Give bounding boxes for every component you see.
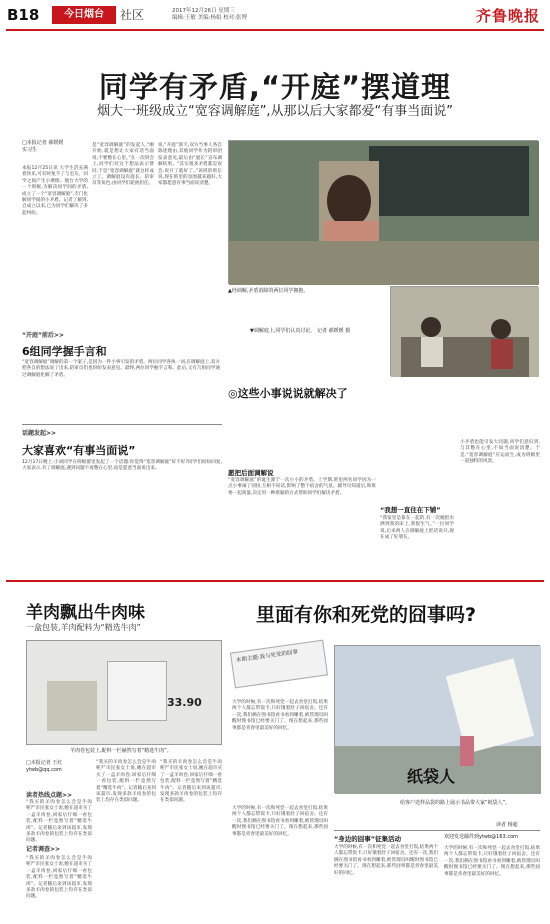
article-col-1: 本报12月25日讯 大学生活充满着快乐,可有时免不了与室友、同学之间产生小摩擦。烟台大学的一个班级,为解决同学间的矛盾,成立了一个“宽容调解庭”,专门化解同学间的小矛盾。记者了解到,自成立以来,已为同学们解决了多起纠纷。 (22, 166, 88, 216)
footer-campaign: “身边的囧事”征集活动 (334, 835, 402, 843)
header-rule (6, 29, 544, 31)
topic-sticker (230, 640, 328, 689)
issue-meta (172, 8, 302, 22)
section1-title: 6组同学握手言和 (22, 345, 107, 358)
photo-caption-1: ▲经调解,矛盾消除的两位同学拥抱。 (228, 288, 309, 294)
section2-label: 话题发起>> (22, 430, 57, 437)
section-tag: 今日烟台 (52, 6, 116, 24)
article-col-2: 是“宽容调解庭”的发起人,“刚开始,就是想让大家有话当面说,不要憋在心里。”在一次班会上,同学们对这个想法表示赞同,于是“宽容调解庭”就这样成立了。调解庭设有庭长、陪审员等角色,由同学们轮流担任。 (92, 143, 154, 187)
paper-bag-photo (334, 645, 540, 793)
photo-caption-2: ▼调解庭上,同学们认真讨论。 记者 郝媛媛 摄 (250, 328, 351, 334)
footer-email: 欢迎发送邮件到ytwb@163.com (444, 834, 518, 840)
mid-rule (6, 580, 544, 582)
bag-caption: 给客户送样品袋的路上展示书品带大家“纸袋人”。 (400, 800, 511, 806)
topic-sticker-text: 本期主题:我与死党的囧事 (235, 649, 299, 664)
lamb-text-3: “我买的羊肉卷怎么会是牛肉呢?”市民张女士说,她在超市买了一盒羊肉卷,回家后仔细一看包装,配料一栏竟然写着“精选牛肉”。记者随后来到该超市,发现多款羊肉卷的包装上均存在类似问题。 (96, 760, 156, 804)
section2-text-b: “宽容调解庭”的诞生源于一次小小的矛盾。上学期,班里两名同学因为一点小事闹了别扭,互相不说话,影响了整个宿舍的气氛。辅导员知道后,和班委一起商量,决定用一种新颖的方式帮助同学们解决矛盾。 (228, 478, 376, 496)
lamb-label2: 记者调查>> (26, 846, 61, 853)
section2-text: 12月17日晚上,小刘同学在班级群里发起了一个话题:你觉得“宽容调解庭”好不好?同学们纷纷回复,大家表示,有了调解庭,遇到问题不再憋在心里,而是愿意当面说出来。 (22, 460, 222, 472)
section2-sub2: “我想一直住在下铺” (380, 506, 441, 514)
price-label: 33.90 (167, 696, 202, 709)
issue-date: 2017年12月26日 星期三 (172, 8, 235, 14)
lamb-title: 羊肉飘出牛肉味 (26, 603, 145, 623)
lamb-subtitle: 一盒包装,羊肉配料为“精选牛肉” (26, 623, 141, 632)
newspaper-logo: 齐鲁晚报 (475, 7, 540, 25)
section2-title: 大家喜欢“有事当面说” (22, 444, 136, 457)
divider (22, 424, 222, 425)
main-subhead: 烟大一班级成立“宽容调解庭”,从那以后大家都爱“有事当面说” (96, 104, 454, 119)
paper-bag-label: 纸袋人 (407, 767, 456, 786)
classroom-photo (228, 140, 538, 284)
footer-text-1: 大学的时候,有一次和死党一起去食堂打饭,结果两个人都忘带饭卡,只好饿着肚子回宿舍。还有一次,我们俩在图书馆看书看到睡着,被管理员叫醒时图书馆已经要关门了。现在想起来,那些囧事都是青春里最美好的回忆。 (334, 845, 438, 876)
section-name: 社区 (120, 8, 145, 22)
lamb-package-photo (26, 640, 222, 745)
story-text-1: 大学的时候,有一次和死党一起去食堂打饭,结果两个人都忘带饭卡,只好饿着肚子回宿舍。还有一次,我们俩在图书馆看书看到睡着,被管理员叫醒时图书馆已经要关门了。现在想起来,那些囧事都是青春里最美好的回忆。 (232, 700, 328, 731)
embarrassing-story-title: 里面有你和死党的囧事吗? (256, 604, 477, 626)
article-col-3: 说,“开庭”那天,双方当事人各自陈述理由,其他同学作为陪审团发表意见,最后由“庭长”宣布调解结果。“其实很多矛盾都是误会,说开了就好了。”该班的班长说,现在班里的氛围越来越好,大家都愿意有事当面说清楚。 (158, 143, 222, 187)
lamb-reporter: □本报记者 王红 (26, 760, 63, 766)
byline-intern: 实习生 (22, 147, 38, 153)
footer-text-2: 大学的时候,有一次和死党一起去食堂打饭,结果两个人都忘带饭卡,只好饿着肚子回宿舍。还有一次,我们俩在图书馆看书看到睡着,被管理员叫醒时图书馆已经要关门了。现在想起来,那些囧事都是青春里最美好的回忆。 (444, 846, 540, 877)
page-number: B18 (7, 6, 40, 24)
section2-text2: “我家里是靠在一起的,有一次她把水洒到我的床上,我很生气。”一位同学说,后来两人在调解庭上把话说开,现在成了好朋友。 (380, 516, 454, 541)
lamb-email: ytwb@qq.com (26, 767, 62, 773)
section2-text-c: 小矛盾也能引发大问题,同学们意识到,与其憋在心里,不如当面说清楚。于是,“宽容调解庭”应运而生,成为班级里一道独特的风景。 (460, 440, 540, 465)
editor-line: 编辑:王敏 美编:杨娟 校对:张博 (172, 15, 248, 21)
lamb-text-1: “我买的羊肉卷怎么会是牛肉呢?”市民张女士说,她在超市买了一盒羊肉卷,回家后仔细一看包装,配料一栏竟然写着“精选牛肉”。记者随后来到该超市,发现多款羊肉卷的包装上均存在类似问题。 (26, 800, 92, 844)
lamb-text-4: “我买的羊肉卷怎么会是牛肉呢?”市民张女士说,她在超市买了一盒羊肉卷,回家后仔细一看包装,配料一栏竟然写着“精选牛肉”。记者随后来到该超市,发现多款羊肉卷的包装上均存在类似问题。 (160, 760, 222, 804)
footer-rule (334, 830, 540, 831)
pull-quote: ◎这些小事说说就解决了 (228, 387, 348, 400)
lamb-caption: 羊肉卷包装上,配料一栏赫然写着“精选牛肉”。 (70, 748, 172, 754)
discussion-photo (390, 286, 538, 376)
lamb-label1: 读者热线点题>> (26, 792, 73, 799)
section1-text: “宽容调解庭”调解的第一个案子,是因为一件小事引发的矛盾。两位同学各执一词,在调解庭上,双方把各自的想法说了出来,陪审员们也纷纷发表意见。最终,两位同学握手言和。此后,又有几组同学通过调解庭化解了矛盾。 (22, 360, 220, 378)
story-text-2: 大学的时候,有一次和死党一起去食堂打饭,结果两个人都忘带饭卡,只好饿着肚子回宿舍。还有一次,我们俩在图书馆看书看到睡着,被管理员叫醒时图书馆已经要关门了。现在想起来,那些囧事都是青春里最美好的回忆。 (232, 806, 328, 837)
bag-reader: 读者 杨超 (496, 822, 518, 828)
byline-reporter: □本报记者 郝媛媛 (22, 140, 64, 146)
lamb-text-2: “我买的羊肉卷怎么会是牛肉呢?”市民张女士说,她在超市买了一盒羊肉卷,回家后仔细一看包装,配料一栏竟然写着“精选牛肉”。记者随后来到该超市,发现多款羊肉卷的包装上均存在类似问题。 (26, 856, 92, 900)
main-headline: 同学有矛盾,“开庭”摆道理 (98, 70, 452, 104)
section2-sub1: 愿把后面调解说 (228, 469, 274, 477)
section1-label: “开庭”前后>> (22, 332, 64, 339)
